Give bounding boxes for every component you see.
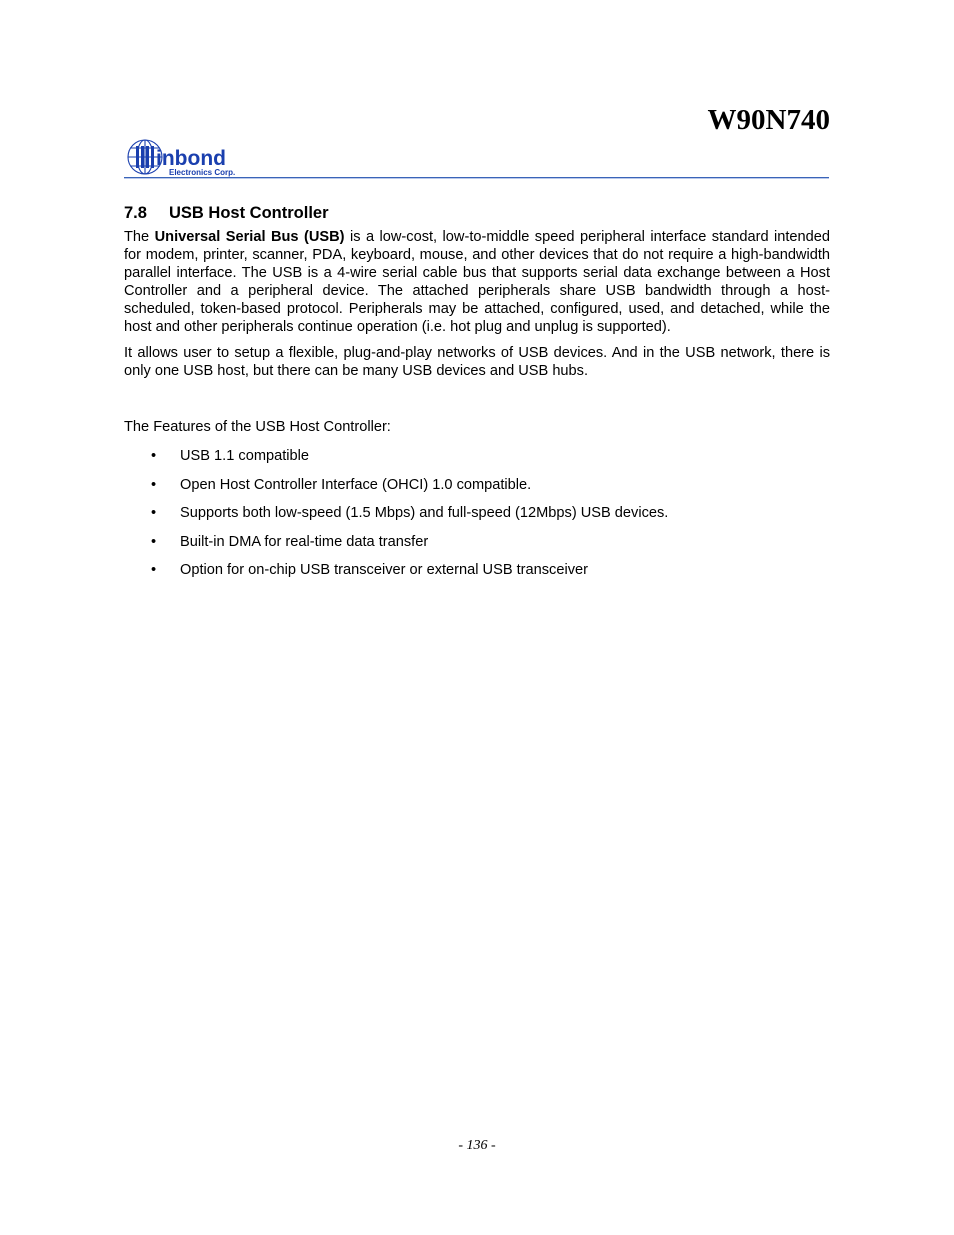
page-number: - 136 - [458,1138,496,1153]
bullet-icon: • [151,533,157,550]
intro-bold-term: Universal Serial Bus (USB) [154,229,345,245]
list-item [124,561,830,590]
feature-text: Built-in DMA for real-time data transfer [180,533,429,550]
list-item [124,476,830,505]
intro-body: is a low-cost, low-to-middle speed peripheral interface standard intended for modem, printer, scanner, PDA, keyboard, mouse, and other devices that do not require a high-bandwidth parallel interface. The USB is a 4-wire serial cable bus that supports serial data exchange between a Host Controller and a peripheral device. The attached peripherals share USB bandwidth through a host-scheduled, token-based protocol. Peripherals may be attached, configured, used, and detached, while the host and other peripherals continue operation (i.e. hot plug and unplug is supported). [124,229,831,335]
header-divider [124,177,829,179]
list-item [124,504,830,533]
logo-wordmark: inbond [156,147,226,170]
bullet-icon: • [151,476,157,493]
intro-lead: The [124,229,155,245]
bullet-icon: • [151,505,157,521]
list-item [124,533,830,562]
bullet-icon: • [151,448,157,464]
feature-text: Option for on-chip USB transceiver or external USB transceiver [180,562,588,578]
intro-paragraph [124,228,830,336]
feature-text: USB 1.1 compatible [180,448,309,464]
section-heading [124,203,830,223]
features-list [124,447,830,590]
feature-text: Supports both low-speed (1.5 Mbps) and full-speed (12Mbps) USB devices. [180,505,669,521]
section-title: USB Host Controller [169,204,329,222]
section-content [124,200,830,590]
logo-subtext: Electronics Corp. [169,168,236,177]
list-item [124,447,830,476]
winbond-logo [126,138,256,180]
section-number: 7.8 [124,204,147,222]
network-paragraph: It allows user to setup a flexible, plug-and-play networks of USB devices. And in the USB network, there is only one USB host, but there can be many USB devices and USB hubs. [124,345,830,379]
winbond-logo-icon [126,138,256,180]
document-title: W90N740 [707,104,830,136]
feature-text: Open Host Controller Interface (OHCI) 1.0 compatible. [180,476,532,493]
bullet-icon: • [151,562,157,578]
features-intro: The Features of the USB Host Controller: [124,419,391,435]
